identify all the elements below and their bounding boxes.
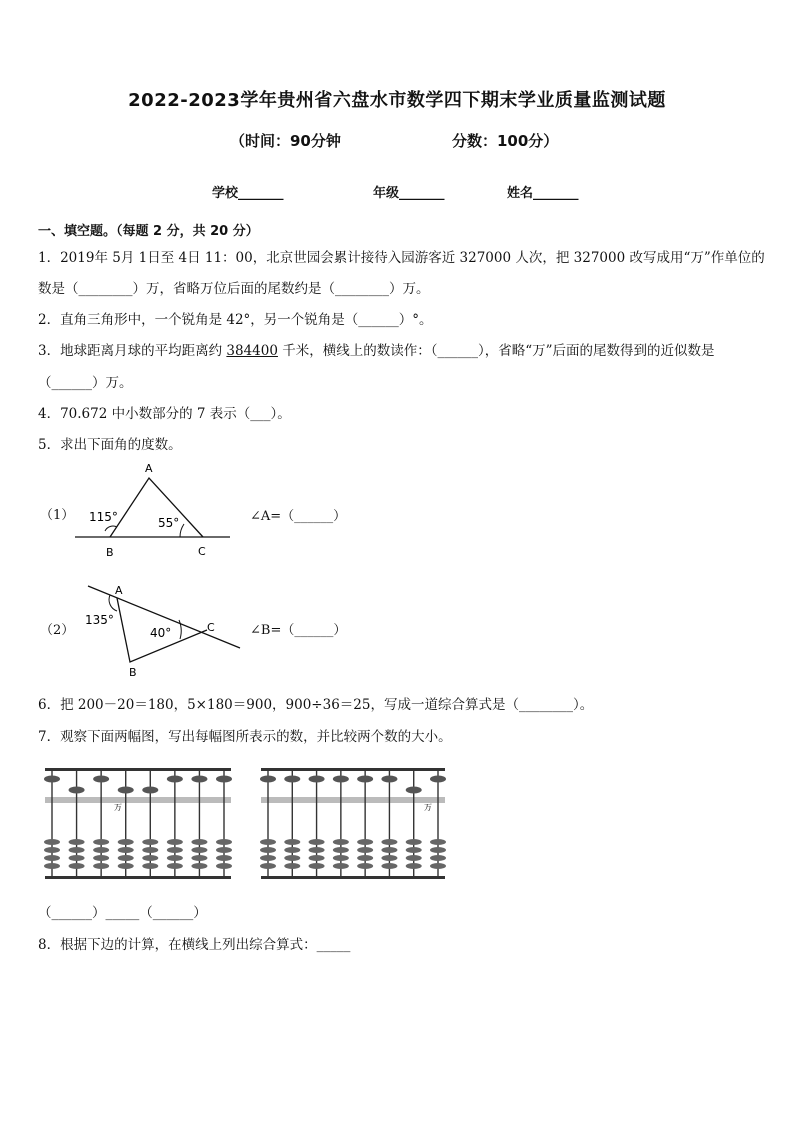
abacus-bottom-bar — [45, 876, 231, 879]
abacus-lower-bead — [93, 855, 109, 861]
abacus-lower-bead — [142, 839, 158, 845]
abacus-upper-bead — [191, 776, 207, 783]
abacus-lower-bead — [406, 839, 422, 845]
abacus-left — [44, 764, 232, 884]
q5-part2-answer: ∠B=（______） — [250, 623, 347, 638]
abacus-lower-bead — [167, 839, 183, 845]
vertex-b-label: B — [106, 546, 114, 558]
abacus-lower-bead — [191, 863, 207, 869]
abacus-right — [260, 764, 446, 884]
question-3-underlined-number: 384400 — [226, 343, 278, 359]
abacus-upper-bead — [430, 776, 446, 783]
abacus-lower-bead — [260, 863, 276, 869]
exam-score: 分数：100分） — [452, 132, 559, 150]
question-6: 6．把 200－20＝180，5×180＝900，900÷36＝25，写成一道综合算式是（________）。 — [38, 697, 594, 713]
abacus-lower-bead — [309, 855, 325, 861]
abacus-lower-bead — [381, 847, 397, 853]
question-2: 2．直角三角形中，一个锐角是 42°，另一个锐角是（______）°。 — [38, 312, 433, 328]
section-heading: 一、填空题。（每题 2 分，共 20 分） — [38, 224, 259, 239]
abacus-upper-bead — [142, 787, 158, 794]
abacus-lower-bead — [357, 847, 373, 853]
vertex-a-label: A — [145, 462, 153, 475]
abacus-lower-bead — [381, 855, 397, 861]
abacus-lower-bead — [93, 839, 109, 845]
question-3-line-1 — [38, 341, 715, 361]
triangle-figure-2 — [80, 580, 250, 680]
abacus-upper-bead — [406, 787, 422, 794]
question-4: 4．70.672 中小数部分的 7 表示（___）。 — [38, 406, 291, 422]
abacus-lower-bead — [118, 863, 134, 869]
abacus-lower-bead — [216, 839, 232, 845]
abacus-lower-bead — [381, 839, 397, 845]
abacus-lower-bead — [406, 863, 422, 869]
question-7-answer: （______）_____（______） — [38, 905, 207, 921]
angle-c-label: 40° — [150, 626, 172, 640]
abacus-lower-bead — [260, 847, 276, 853]
outer-angle-label: 135° — [85, 613, 114, 627]
abacus-lower-bead — [430, 863, 446, 869]
abacus-lower-bead — [118, 847, 134, 853]
abacus-lower-bead — [69, 855, 85, 861]
question-3-line-2: （______）万。 — [38, 375, 133, 391]
vertex-c-label: C — [207, 621, 215, 634]
abacus-lower-bead — [118, 839, 134, 845]
abacus-lower-bead — [333, 839, 349, 845]
vertex-b-label: B — [129, 666, 137, 679]
abacus-lower-bead — [44, 839, 60, 845]
abacus-lower-bead — [430, 847, 446, 853]
abacus-lower-bead — [309, 863, 325, 869]
school-field[interactable]: 学校_______ — [212, 186, 284, 201]
q5-part2-label: （2） — [40, 623, 75, 638]
exam-time: （时间：90分钟 — [230, 132, 341, 150]
abacus-lower-bead — [357, 839, 373, 845]
abacus-lower-bead — [191, 855, 207, 861]
abacus-lower-bead — [216, 847, 232, 853]
abacus-lower-bead — [284, 855, 300, 861]
q5-part1-answer: ∠A=（______） — [250, 509, 347, 524]
name-field[interactable]: 姓名_______ — [507, 186, 579, 201]
abacus-lower-bead — [357, 855, 373, 861]
abacus-lower-bead — [69, 839, 85, 845]
abacus-lower-bead — [309, 847, 325, 853]
question-1-line-1: 1．2019年 5月 1日至 4日 11：00，北京世园会累计接待入园游客近 327000 人次，把 327000 改写成用“万”作单位的 — [38, 250, 765, 266]
abacus-lower-bead — [216, 863, 232, 869]
question-1-line-2: 数是（________）万，省略万位后面的尾数约是（________）万。 — [38, 281, 430, 297]
abacus-upper-bead — [167, 776, 183, 783]
abacus-lower-bead — [381, 863, 397, 869]
angle-c-label: 55° — [158, 516, 180, 530]
abacus-lower-bead — [284, 863, 300, 869]
question-3-text-b: 千米，横线上的数读作：（______），省略“万”后面的尾数得到的近似数是 — [277, 343, 715, 359]
abacus-lower-bead — [284, 847, 300, 853]
abacus-bottom-bar — [261, 876, 445, 879]
triangle-figure-1 — [70, 458, 240, 558]
abacus-beam — [261, 797, 445, 803]
abacus-lower-bead — [142, 847, 158, 853]
abacus-upper-bead — [216, 776, 232, 783]
abacus-lower-bead — [260, 855, 276, 861]
abacus-top-bar — [261, 768, 445, 771]
abacus-lower-bead — [216, 855, 232, 861]
abacus-lower-bead — [142, 863, 158, 869]
abacus-upper-bead — [69, 787, 85, 794]
abacus-upper-bead — [260, 776, 276, 783]
abacus-lower-bead — [284, 839, 300, 845]
abacus-lower-bead — [191, 847, 207, 853]
abacus-lower-bead — [167, 863, 183, 869]
abacus-upper-bead — [357, 776, 373, 783]
abacus-lower-bead — [333, 863, 349, 869]
abacus-unit-label: 万 — [114, 803, 122, 812]
abacus-upper-bead — [44, 776, 60, 783]
abacus-upper-bead — [333, 776, 349, 783]
abacus-upper-bead — [118, 787, 134, 794]
abacus-upper-bead — [93, 776, 109, 783]
abacus-lower-bead — [309, 839, 325, 845]
question-8: 8．根据下边的计算，在横线上列出综合算式：_____ — [38, 937, 351, 953]
abacus-lower-bead — [118, 855, 134, 861]
abacus-lower-bead — [69, 863, 85, 869]
abacus-lower-bead — [167, 855, 183, 861]
abacus-lower-bead — [44, 847, 60, 853]
abacus-lower-bead — [167, 847, 183, 853]
abacus-lower-bead — [69, 847, 85, 853]
grade-field[interactable]: 年级_______ — [373, 186, 445, 201]
abacus-beam — [45, 797, 231, 803]
abacus-upper-bead — [309, 776, 325, 783]
abacus-lower-bead — [44, 863, 60, 869]
abacus-lower-bead — [93, 863, 109, 869]
abacus-unit-label: 万 — [424, 803, 432, 812]
abacus-lower-bead — [191, 839, 207, 845]
vertex-a-label: A — [115, 584, 123, 597]
q5-part1-label: （1） — [40, 508, 75, 523]
abacus-upper-bead — [284, 776, 300, 783]
abacus-lower-bead — [406, 855, 422, 861]
vertex-c-label: C — [198, 545, 206, 558]
abacus-lower-bead — [260, 839, 276, 845]
abacus-lower-bead — [406, 847, 422, 853]
abacus-lower-bead — [93, 847, 109, 853]
abacus-lower-bead — [430, 855, 446, 861]
abacus-lower-bead — [44, 855, 60, 861]
outer-angle-label: 115° — [89, 510, 118, 524]
abacus-lower-bead — [333, 847, 349, 853]
abacus-lower-bead — [333, 855, 349, 861]
question-5: 5．求出下面角的度数。 — [38, 437, 182, 453]
page-title: 2022-2023学年贵州省六盘水市数学四下期末学业质量监测试题 — [128, 90, 666, 111]
abacus-lower-bead — [357, 863, 373, 869]
abacus-upper-bead — [381, 776, 397, 783]
question-7: 7．观察下面两幅图，写出每幅图所表示的数，并比较两个数的大小。 — [38, 729, 452, 745]
abacus-lower-bead — [430, 839, 446, 845]
abacus-top-bar — [45, 768, 231, 771]
question-3-text-a: 3．地球距离月球的平均距离约 — [38, 343, 227, 359]
abacus-lower-bead — [142, 855, 158, 861]
